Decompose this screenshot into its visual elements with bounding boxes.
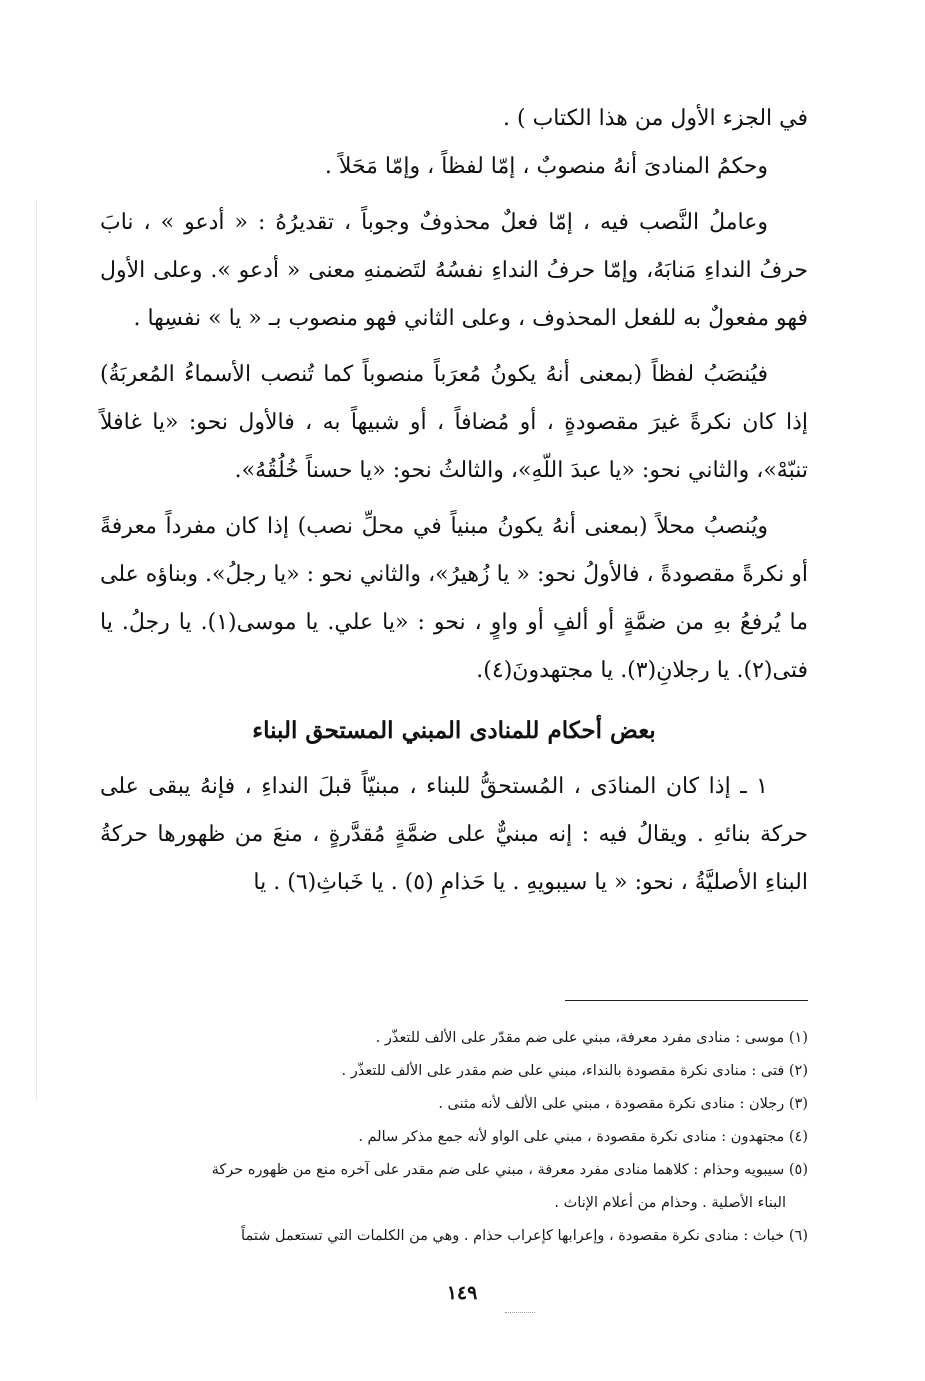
footnote-5-continued: البناء الأصلية . وحذام من أعلام الإناث . bbox=[554, 1195, 786, 1211]
paragraph-4: فيُنصَبُ لفظاً (بمعنى أنهُ يكونُ مُعرَباً منصوباً كما تُنصب الأسماءُ المُعربَةُ) إذا كان نكرةً غيرَ مقصودةٍ ، أو مُضافاً ، أو شبيهاً به ، فالأول نحو: «يا غافلاً تنبّهْ»، والثاني نحو: «يا عبدَ اللّهِ»، والثالثُ نحو: «يا حسناً خُلُقُهُ». bbox=[100, 362, 808, 483]
footnote-5: (٥) سيبويه وحذام : كلاهما منادى مفرد معرفة ، مبني على ضم مقدر على آخره منع من ظهوره حركة bbox=[211, 1162, 808, 1178]
section-paragraph: ١ ـ إذا كان المنادَى ، المُستحقُّ للبناء ، مبنيّاً قبلَ النداءِ ، فإنهُ يبقى على حركة بنائهِ . ويقالُ فيه : إنه مبنيٌّ على ضمَّةٍ مُقدَّرةٍ ، منعَ من ظهورها حركةُ البناءِ الأصليَّةُ ، نحو: « يا سيبويهِ . يا حَذامِ (٥) . يا خَباثِ(٦) . يا bbox=[100, 774, 808, 895]
footnotes bbox=[100, 1022, 808, 1253]
paragraph-1: في الجزء الأول من هذا الكتاب ) . bbox=[503, 106, 808, 131]
scan-speckle bbox=[505, 1312, 535, 1315]
scan-edge-line bbox=[36, 200, 37, 1100]
paragraph-2: وحكمُ المنادىَ أنهُ منصوبٌ ، إمّا لفظاً ، وإمّا مَحَلاً . bbox=[324, 154, 768, 179]
footnote-4: (٤) مجتهدون : منادى نكرة مقصودة ، مبني على الواو لأنه جمع مذكر سالم . bbox=[358, 1129, 808, 1145]
footnote-1: (١) موسى : منادى مفرد معرفة، مبني على ضم مقدّر على الألف للتعذّر . bbox=[375, 1030, 808, 1046]
footnote-3: (٣) رجلان : منادى نكرة مقصودة ، مبني على الألف لأنه مثنى . bbox=[438, 1096, 808, 1112]
footnote-6: (٦) خباث : منادى نكرة مقصودة ، وإعرابها كإعراب حذام . وهي من الكلمات التي تستعمل شتماً bbox=[241, 1228, 808, 1244]
paragraph-3: وعاملُ النَّصب فيه ، إمّا فعلٌ محذوفٌ وجوباً ، تقديرُهُ : « أدعو » ، نابَ حرفُ النداءِ مَنابَهُ، وإمّا حرفُ النداءِ نفسُهُ لتَضمنهِ معنى « أدعو ». وعلى الأول فهو مفعولٌ به للفعل المحذوف ، وعلى الثاني فهو منصوب بـ « يا » نفسِها . bbox=[100, 210, 808, 331]
page-number: ١٤٩ bbox=[446, 1282, 478, 1304]
footnote-divider bbox=[565, 1000, 808, 1001]
footnote-2: (٢) فتى : منادى نكرة مقصودة بالنداء، مبني على ضم مقدر على الألف للتعذّر . bbox=[341, 1063, 808, 1079]
paragraph-5: ويُنصبُ محلاً (بمعنى أنهُ يكونُ مبنياً في محلِّ نصب) إذا كان مفرداً معرفةً أو نكرةً مقصودةً ، فالأولُ نحو: « يا زُهيرُ»، والثاني نحو : «يا رجلُ». وبناؤه على ما يُرفعُ بهِ من ضمَّةٍ أو ألفٍ أو واوٍ ، نحو : «يا علي. يا موسى(١). يا رجلُ. يا فتى(٢). يا رجلانِ(٣). يا مجتهدونَ(٤). bbox=[100, 514, 808, 683]
section-heading: بعض أحكام للمنادى المبني المستحق البناء bbox=[252, 717, 656, 744]
main-text bbox=[100, 95, 808, 907]
